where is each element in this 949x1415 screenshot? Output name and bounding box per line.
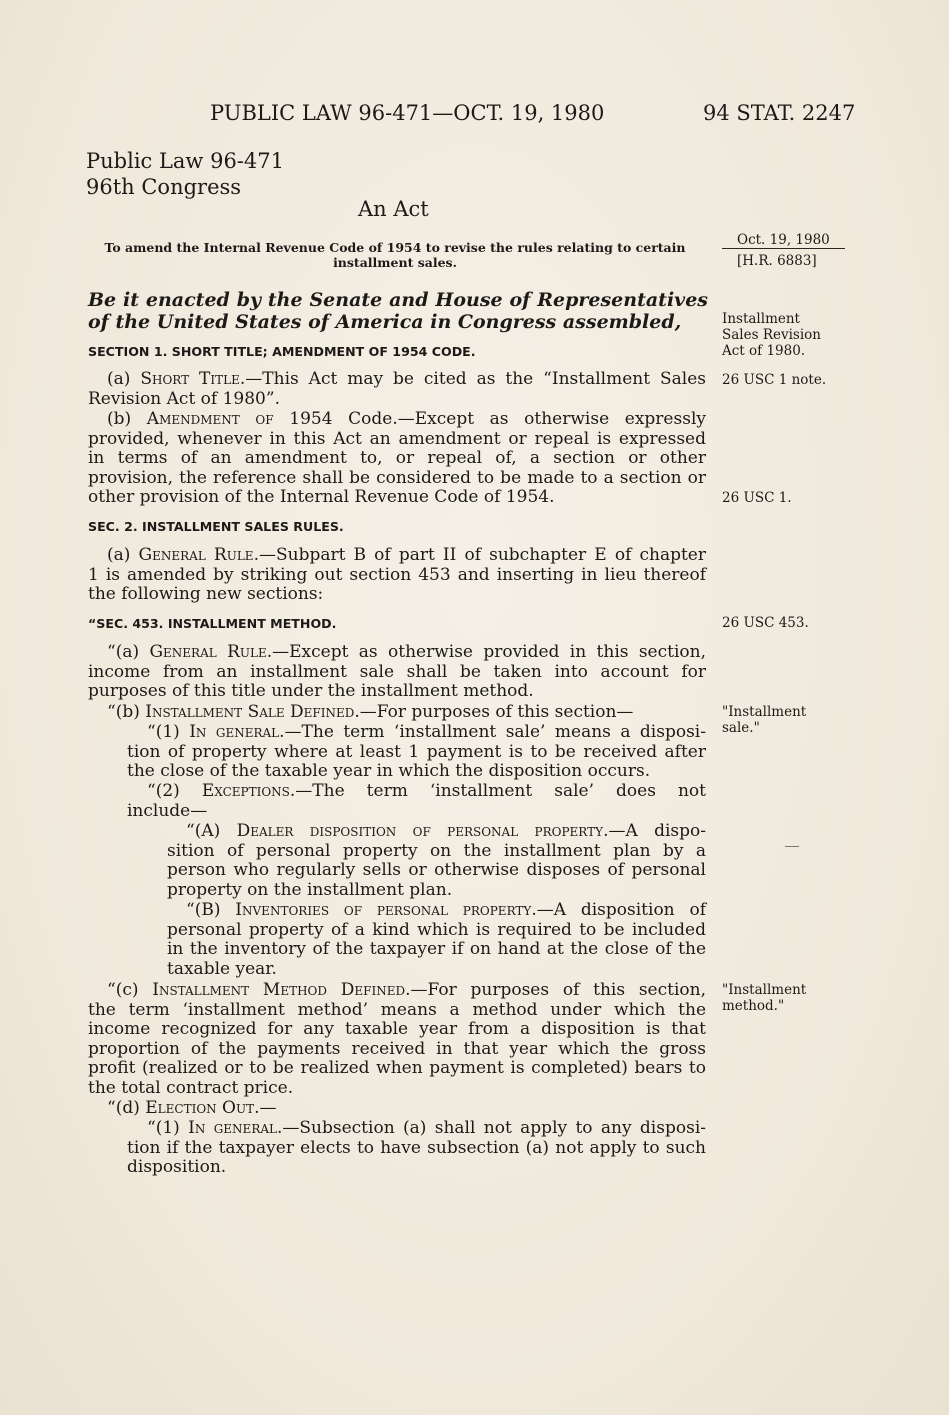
section-1-a-line-1: (a) Short Title.—This Act may be cited as the “Installment Sales bbox=[107, 369, 706, 389]
section-453-b-2-line-1: “(2) Exceptions.—The term ‘installment sale’ does not bbox=[147, 781, 706, 801]
section-453-b-1-line-2: tion of property where at least 1 payment is to be received after bbox=[127, 741, 706, 762]
section-1-a-line-2: Revision Act of 1980”. bbox=[88, 388, 280, 409]
section-453-d-1-line-2: tion if the taxpayer elects to have subsection (a) not apply to such bbox=[127, 1137, 706, 1158]
public-law-number: Public Law 96-471 bbox=[86, 149, 284, 173]
running-head-right: 94 STAT. 2247 bbox=[703, 101, 856, 125]
section-453-b-2-B bbox=[167, 901, 706, 979]
act-title: An Act bbox=[358, 197, 429, 221]
section-1-b-line-1: (b) Amendment of 1954 Code.—Except as otherwise expressly bbox=[107, 409, 706, 429]
section-453-b-2 bbox=[127, 782, 706, 821]
section-453-d-line-1: “(d) Election Out.— bbox=[107, 1098, 277, 1118]
section-1-a bbox=[88, 370, 706, 409]
section-2-a-line-1: (a) General Rule.—Subpart B of part II of subchapter E of chapter bbox=[107, 545, 706, 565]
section-2-a-line-3: the following new sections: bbox=[88, 584, 324, 605]
section-2-a-line-2: 1 is amended by striking out section 453 and inserting in lieu thereof bbox=[88, 564, 706, 585]
section-453-b-1-line-3: the close of the taxable year in which the disposition occurs. bbox=[127, 761, 651, 782]
section-453-c-line-1: “(c) Installment Method Defined.—For purposes of this section, bbox=[107, 980, 706, 1000]
section-453-b-2-B-line-1: “(B) Inventories of personal property.—A disposition of bbox=[186, 900, 706, 920]
margin-installment-method: "Installment method." bbox=[722, 982, 807, 1014]
running-head-left: PUBLIC LAW 96-471—OCT. 19, 1980 bbox=[210, 101, 605, 125]
margin-installment-sale: "Installment sale." bbox=[722, 704, 807, 736]
section-453-a-line-1: “(a) General Rule.—Except as otherwise provided in this section, bbox=[107, 642, 706, 662]
section-453-b-1 bbox=[127, 723, 706, 782]
section-453-b-2-B-line-3: in the inventory of the taxpayer if on hand at the close of the bbox=[167, 939, 706, 960]
margin-usc-1: 26 USC 1. bbox=[722, 490, 792, 506]
section-453-b-2-A-line-1: “(A) Dealer disposition of personal property.—A dispo- bbox=[186, 821, 706, 841]
section-1-b bbox=[88, 410, 706, 508]
section-453-b-2-line-2: include— bbox=[127, 800, 208, 821]
margin-date: Oct. 19, 1980 bbox=[737, 232, 830, 248]
section-1-heading: SECTION 1. SHORT TITLE; AMENDMENT OF 1954 CODE. bbox=[88, 344, 476, 359]
section-453-c-line-5: profit (realized or to be realized when payment is completed) bears to bbox=[88, 1058, 706, 1079]
margin-bill-number: [H.R. 6883] bbox=[737, 253, 817, 269]
margin-divider bbox=[722, 248, 845, 249]
margin-short-title-note: Installment Sales Revision Act of 1980. bbox=[722, 311, 821, 359]
law-designation-block bbox=[86, 148, 284, 200]
section-453-b-2-A-line-2: sition of personal property on the installment plan by a bbox=[167, 840, 706, 861]
section-453-b-2-B-line-4: taxable year. bbox=[167, 958, 277, 979]
section-1-b-line-4: provision, the reference shall be considered to be made to a section or bbox=[88, 467, 706, 488]
section-453-a-line-3: purposes of this title under the installment method. bbox=[88, 681, 534, 702]
section-453-b-1-line-1: “(1) In general.—The term ‘installment sale’ means a disposi- bbox=[147, 722, 706, 742]
section-453-d bbox=[107, 1099, 706, 1119]
section-453-b-line-1: “(b) Installment Sale Defined.—For purposes of this section— bbox=[107, 702, 634, 722]
section-1-b-line-3: in terms of an amendment to, or repeal of, a section or other bbox=[88, 448, 706, 469]
section-1-b-line-2: provided, whenever in this Act an amendment or repeal is expressed bbox=[88, 428, 706, 449]
section-453-b-2-A-line-3: person who regularly sells or otherwise disposes of personal bbox=[167, 860, 706, 881]
section-453-a-line-2: income from an installment sale shall be taken into account for bbox=[88, 661, 706, 682]
section-453-c-line-4: proportion of the payments received in that year which the gross bbox=[88, 1038, 706, 1059]
section-453-c-line-3: income recognized for any taxable year from a disposition is that bbox=[88, 1019, 706, 1040]
section-2-heading: SEC. 2. INSTALLMENT SALES RULES. bbox=[88, 519, 344, 534]
section-453-b bbox=[107, 703, 706, 723]
section-453-b-2-A bbox=[167, 822, 706, 900]
congress-number: 96th Congress bbox=[86, 175, 242, 199]
long-title: To amend the Internal Revenue Code of 1954 to revise the rules relating to certain installment sales. bbox=[104, 240, 686, 270]
section-2-a bbox=[88, 546, 706, 605]
margin-usc-453: 26 USC 453. bbox=[722, 615, 809, 631]
section-453-d-1-line-3: disposition. bbox=[127, 1157, 227, 1178]
section-453-c-line-2: the term ‘installment method’ means a method under which the bbox=[88, 999, 706, 1020]
section-453-a bbox=[88, 643, 706, 702]
section-453-b-2-B-line-2: personal property of a kind which is required to be included bbox=[167, 919, 706, 940]
section-453-heading: “SEC. 453. INSTALLMENT METHOD. bbox=[88, 616, 337, 631]
section-453-c-line-6: the total contract price. bbox=[88, 1077, 294, 1098]
section-453-c bbox=[88, 981, 706, 1099]
section-453-b-2-A-line-4: property on the installment plan. bbox=[167, 879, 453, 900]
margin-mark bbox=[785, 846, 799, 847]
margin-usc-1-note: 26 USC 1 note. bbox=[722, 372, 827, 388]
section-453-d-1-line-1: “(1) In general.—Subsection (a) shall not apply to any disposi- bbox=[147, 1118, 706, 1138]
enacting-clause: Be it enacted by the Senate and House of Representatives of the United States of America in Congress assembled, bbox=[88, 289, 708, 333]
section-1-b-line-5: other provision of the Internal Revenue Code of 1954. bbox=[88, 487, 555, 508]
section-453-d-1 bbox=[127, 1119, 706, 1178]
